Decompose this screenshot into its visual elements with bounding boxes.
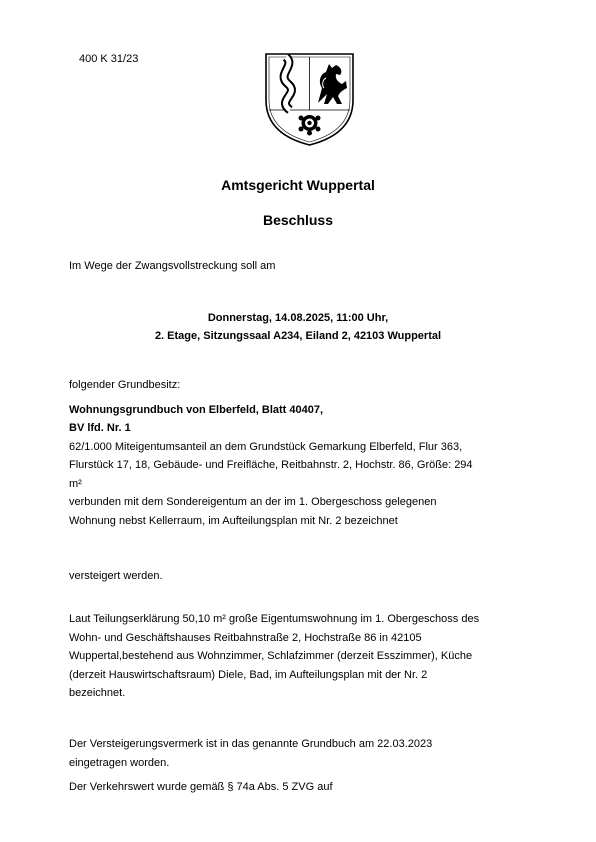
- registration-block: [69, 735, 539, 772]
- property-line: m²: [69, 477, 82, 490]
- property-line: 62/1.000 Miteigentumsanteil an dem Grundstück Gemarkung Elberfeld, Flur 363,: [69, 440, 463, 453]
- description-line: Laut Teilungserklärung 50,10 m² große Eigentumswohnung im 1. Obergeschoss des: [69, 613, 480, 625]
- property-block: [69, 376, 539, 530]
- description-line: bezeichnet.: [69, 687, 126, 699]
- appointment-date: Donnerstag, 14.08.2025, 11:00 Uhr,: [207, 312, 389, 324]
- document-title: Beschluss: [262, 212, 334, 228]
- description-line: Wohn- und Geschäftshauses Reitbahnstraße 2, Hochstraße 86 in 42105: [69, 631, 422, 644]
- appointment-block: [0, 309, 596, 345]
- market-value-text: Der Verkehrswert wurde gemäß § 74a Abs. 5 ZVG auf: [69, 781, 333, 793]
- property-heading: folgender Grundbesitz:: [69, 379, 181, 391]
- registration-line: Der Versteigerungsvermerk ist in das genannte Grundbuch am 22.03.2023: [69, 738, 433, 750]
- property-line: Flurstück 17, 18, Gebäude- und Freifläche, Reitbahnstr. 2, Hochstr. 86, Größe: 294: [69, 459, 473, 471]
- intro-text: Im Wege der Zwangsvollstreckung soll am: [69, 260, 276, 272]
- property-line: verbunden mit dem Sondereigentum an der im 1. Obergeschoss gelegenen: [69, 496, 437, 508]
- description-block: [69, 610, 539, 703]
- case-reference: 400 K 31/23: [79, 53, 139, 65]
- registration-line: eingetragen worden.: [69, 756, 170, 769]
- court-name: Amtsgericht Wuppertal: [221, 177, 375, 193]
- appointment-location: 2. Etage, Sitzungssaal A234, Eiland 2, 42103 Wuppertal: [154, 330, 442, 342]
- description-line: Wuppertal,bestehend aus Wohnzimmer, Schlafzimmer (derzeit Esszimmer), Küche: [69, 650, 473, 662]
- description-line: (derzeit Hauswirtschaftsraum) Diele, Bad, im Aufteilungsplan mit der Nr. 2: [69, 668, 428, 681]
- property-register: Wohnungsgrundbuch von Elberfeld, Blatt 40407,: [69, 403, 324, 416]
- nrw-coat-of-arms-icon: [262, 48, 357, 148]
- auction-statement: versteigert werden.: [69, 570, 163, 582]
- property-line: Wohnung nebst Kellerraum, im Aufteilungsplan mit Nr. 2 bezeichnet: [69, 514, 398, 527]
- property-entry: BV lfd. Nr. 1: [69, 422, 131, 434]
